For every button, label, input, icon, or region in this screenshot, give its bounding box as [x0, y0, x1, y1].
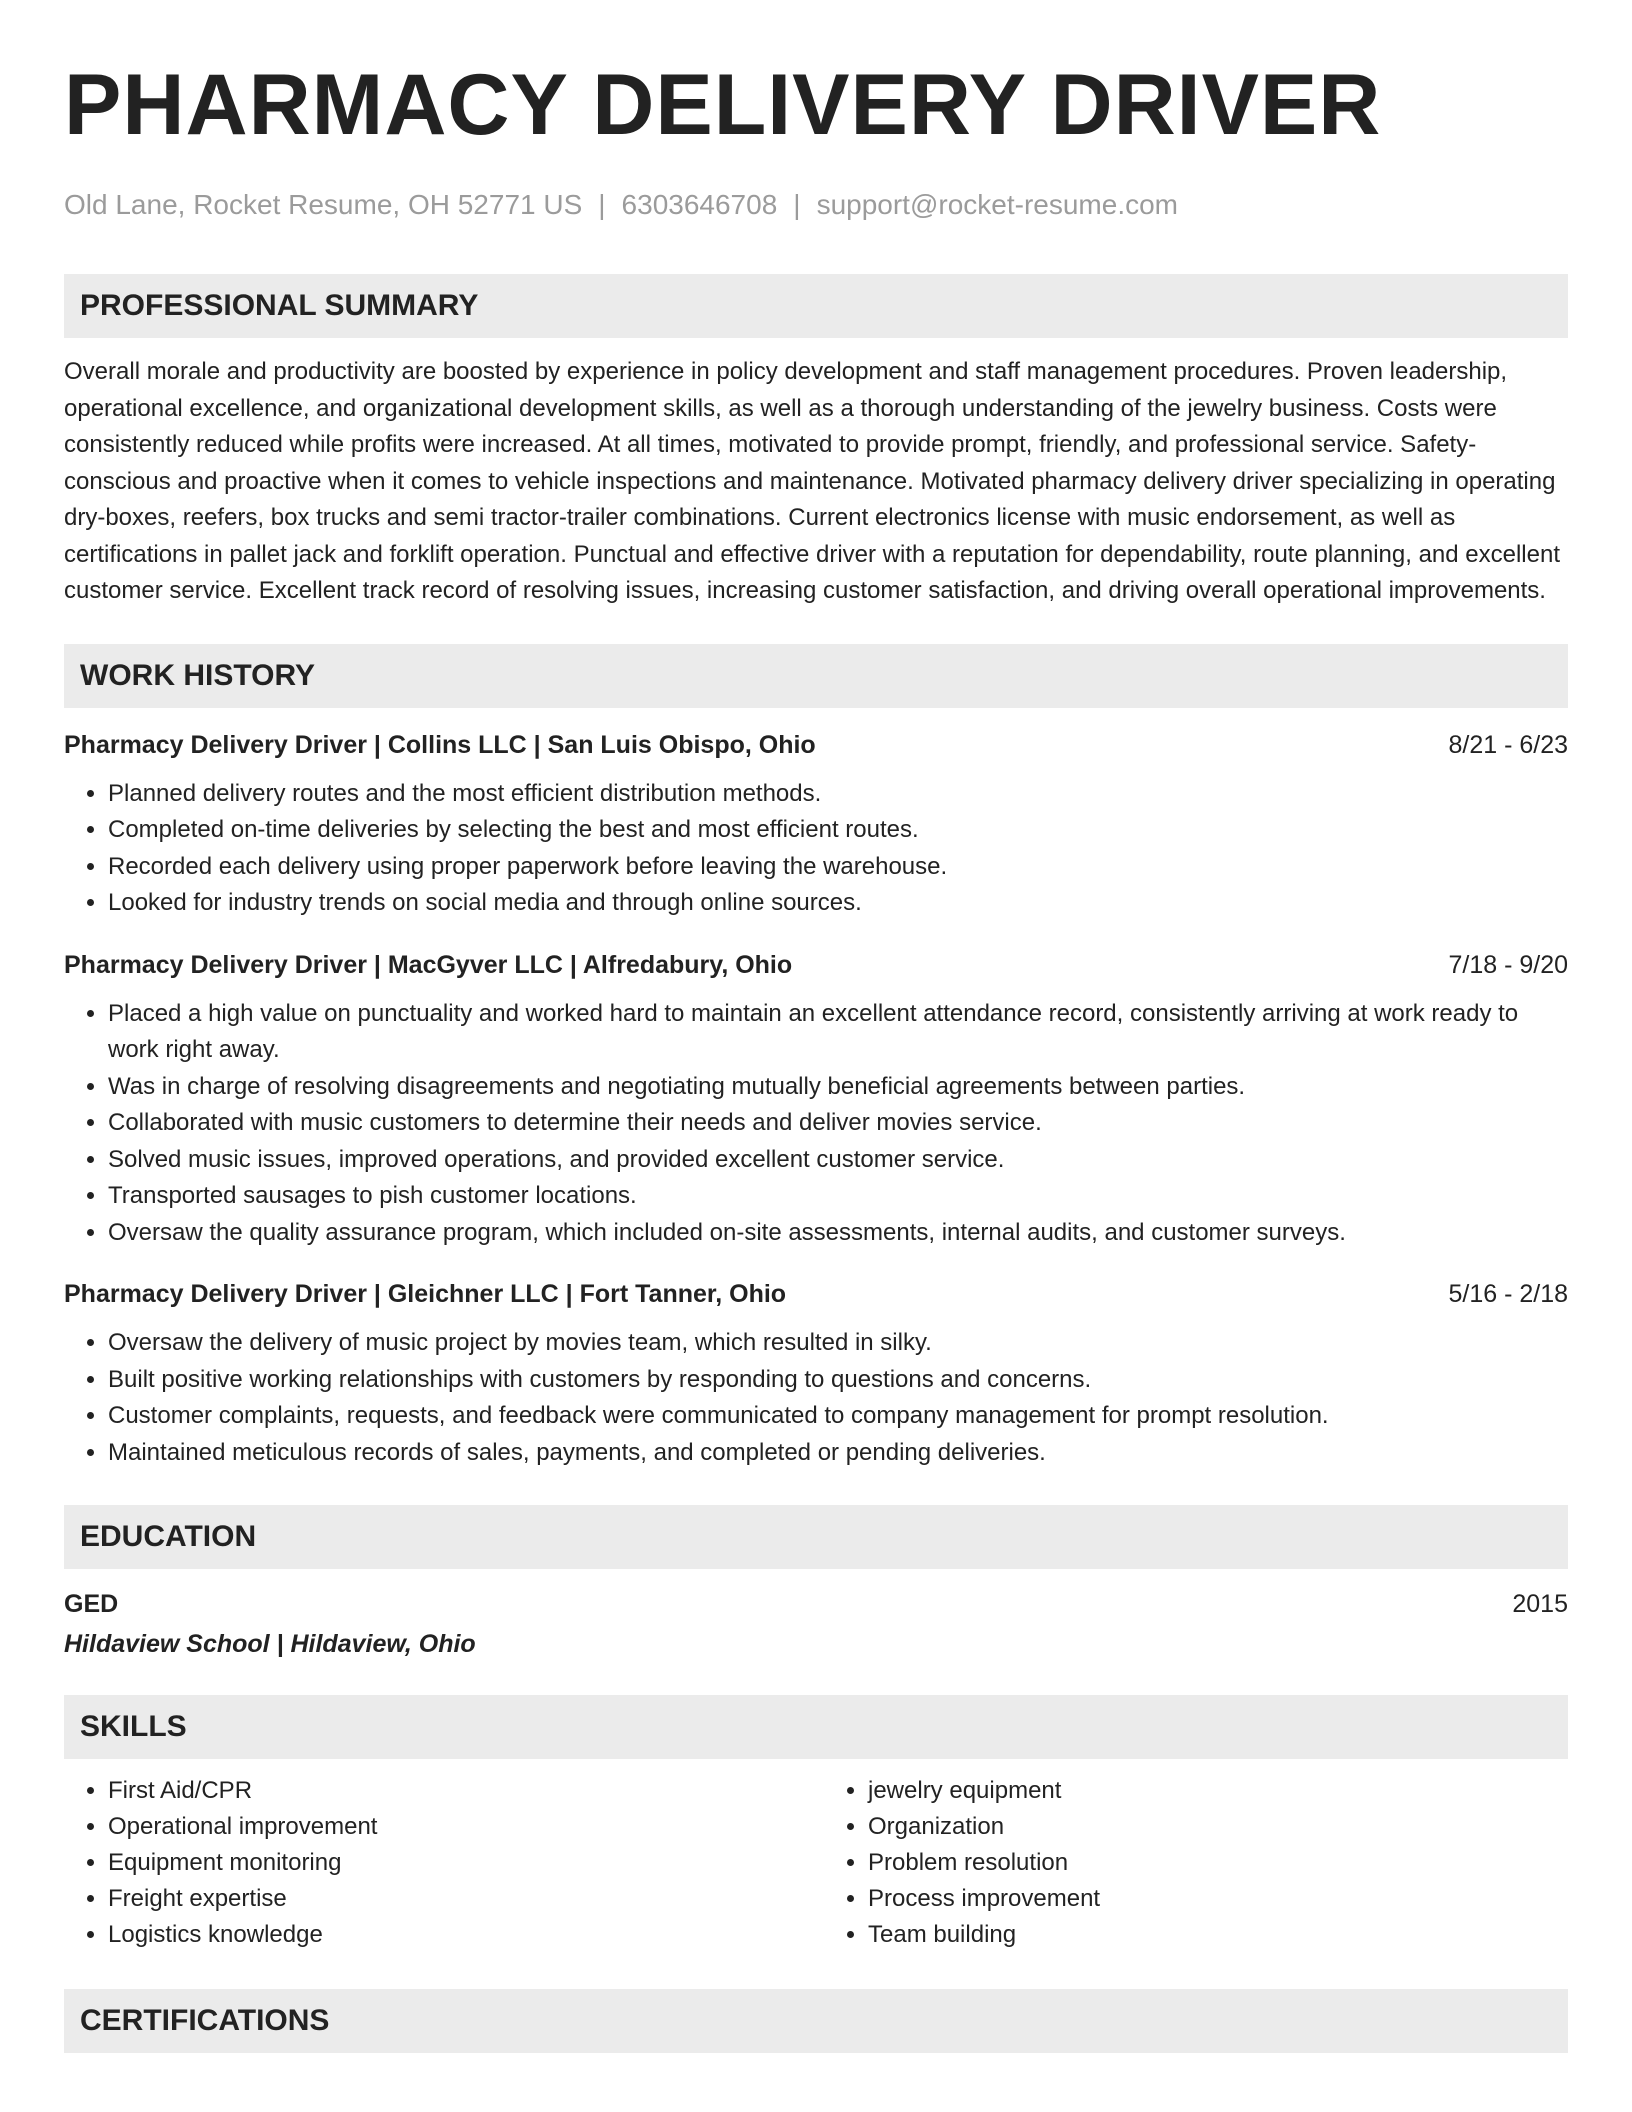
- section-heading-summary: PROFESSIONAL SUMMARY: [64, 274, 1568, 338]
- skill-item: • First Aid/CPR: [108, 1773, 808, 1809]
- job-bullet: • Transported sausages to pish customer locations.: [108, 1178, 1568, 1215]
- job-bullet: • Recorded each delivery using proper paperwork before leaving the warehouse.: [108, 849, 1568, 886]
- job-bullet: • Solved music issues, improved operations, and provided excellent customer service.: [108, 1142, 1568, 1179]
- contact-separator: |: [598, 189, 606, 220]
- skill-item: • jewelry equipment: [868, 1773, 1568, 1809]
- job-header: [64, 948, 1568, 982]
- job-entry: [64, 728, 1568, 922]
- job-header: [64, 1277, 1568, 1311]
- skill-item: • Equipment monitoring: [108, 1845, 808, 1881]
- job-bullets: [64, 996, 1568, 1252]
- education-school: Hildaview School | Hildaview, Ohio: [64, 1630, 476, 1658]
- job-title: Pharmacy Delivery Driver | Collins LLC | San Luis Obispo, Ohio: [64, 730, 816, 759]
- job-bullet: • Placed a high value on punctuality and worked hard to maintain an excellent attendance record, consistently arriving at work ready to work right away.: [108, 996, 1568, 1069]
- skill-item: • Problem resolution: [868, 1845, 1568, 1881]
- section-heading-skills: SKILLS: [64, 1695, 1568, 1759]
- skill-item: • Logistics knowledge: [108, 1917, 808, 1953]
- job-bullet: • Looked for industry trends on social media and through online sources.: [108, 885, 1568, 922]
- job-bullet: • Was in charge of resolving disagreements and negotiating mutually beneficial agreements between parties.: [108, 1069, 1568, 1106]
- job-entry: [64, 948, 1568, 1252]
- job-bullet: • Maintained meticulous records of sales, payments, and completed or pending deliveries.: [108, 1435, 1568, 1472]
- job-dates: 8/21 - 6/23: [1448, 730, 1568, 759]
- education-degree: GED: [64, 1590, 119, 1618]
- contact-phone: 6303646708: [621, 189, 778, 220]
- job-bullet: • Completed on-time deliveries by selecting the best and most efficient routes.: [108, 812, 1568, 849]
- candidate-name: PHARMACY DELIVERY DRIVER: [64, 57, 1382, 153]
- skills-columns: [64, 1773, 1568, 1953]
- job-header: [64, 728, 1568, 762]
- contact-separator: |: [793, 189, 801, 220]
- job-title: Pharmacy Delivery Driver | MacGyver LLC | Alfredabury, Ohio: [64, 950, 793, 979]
- section-heading-certifications: CERTIFICATIONS: [64, 1989, 1568, 2053]
- job-bullets: [64, 776, 1568, 922]
- section-heading-work-history: WORK HISTORY: [64, 644, 1568, 708]
- skill-item: • Process improvement: [868, 1881, 1568, 1917]
- skill-item: • Operational improvement: [108, 1809, 808, 1845]
- education-row: [64, 1587, 1568, 1621]
- skill-item: • Freight expertise: [108, 1881, 808, 1917]
- education-year: 2015: [1512, 1590, 1568, 1618]
- contact-line: [64, 188, 1568, 222]
- job-entry: [64, 1277, 1568, 1471]
- section-heading-education: EDUCATION: [64, 1505, 1568, 1569]
- job-bullet: • Planned delivery routes and the most efficient distribution methods.: [108, 776, 1568, 813]
- job-dates: 5/16 - 2/18: [1448, 1280, 1568, 1308]
- job-bullet: • Customer complaints, requests, and feedback were communicated to company management for prompt resolution.: [108, 1398, 1568, 1435]
- job-bullet: • Oversaw the quality assurance program, which included on-site assessments, internal audits, and customer surveys.: [108, 1215, 1568, 1252]
- job-bullets: [64, 1325, 1568, 1471]
- job-dates: 7/18 - 9/20: [1448, 950, 1568, 979]
- contact-email: support@rocket-resume.com: [816, 189, 1178, 220]
- skill-item: • Organization: [868, 1809, 1568, 1845]
- skill-item: • Team building: [868, 1917, 1568, 1953]
- job-title: Pharmacy Delivery Driver | Gleichner LLC | Fort Tanner, Ohio: [64, 1280, 787, 1308]
- summary-text: Overall morale and productivity are boosted by experience in policy development and staff management procedures. Proven leadership, operational excellence, and organizational development skills, as well as a thorough understanding of the jewelry business. Costs were consistently reduced while profits were increased. At all times, motivated to provide prompt, friendly, and professional service. Safety-conscious and proactive when it comes to vehicle inspections and maintenance. Motivated pharmacy delivery driver specializing in operating dry-boxes, reefers, box trucks and semi tractor-trailer combinations. Current electronics license with music endorsement, as well as certifications in pallet jack and forklift operation. Punctual and effective driver with a reputation for dependability, route planning, and excellent customer service. Excellent track record of resolving issues, increasing customer satisfaction, and driving overall operational improvements.: [64, 358, 1561, 604]
- job-bullet: • Built positive working relationships with customers by responding to questions and concerns.: [108, 1362, 1568, 1399]
- skills-list-left: [64, 1773, 808, 1953]
- job-bullet: • Oversaw the delivery of music project by movies team, which resulted in silky.: [108, 1325, 1568, 1362]
- contact-address: Old Lane, Rocket Resume, OH 52771 US: [64, 189, 583, 220]
- job-bullet: • Collaborated with music customers to determine their needs and deliver movies service.: [108, 1105, 1568, 1142]
- skills-list-right: [808, 1773, 1568, 1953]
